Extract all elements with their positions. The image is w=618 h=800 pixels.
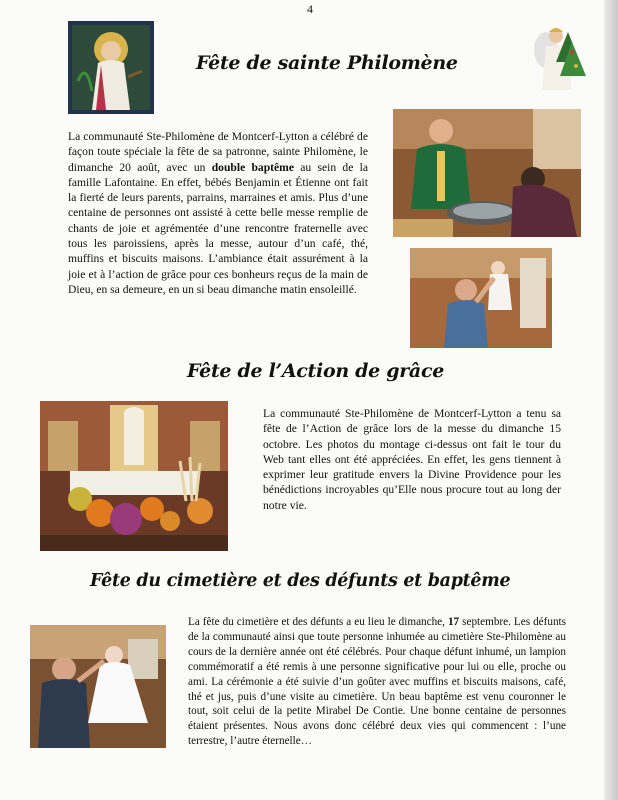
section-paragraph-action-de-grace: La communauté Ste-Philomène de Montcerf-Lytton a tenu sa fête de l’Action de grâce lors de la messe du dimanche 15 octobre. Les photos du montage ci-dessus ont fait le tour du Web tant elles ont été appréciées. En effet, les gens tiennent à exprimer leur gratitude envers la Divine Providence pour les bénédictions incroyables qu’Elle nous procure tout au long der notre vie. <box>263 407 561 512</box>
section-title-action-de-grace: Fête de l’Action de grâce <box>187 360 444 382</box>
saint-philomene-icon-image <box>68 21 154 114</box>
thanksgiving-altar-photo <box>40 401 228 551</box>
section-paragraph-cimetiere: La fête du cimetière et des défunts a eu lieu le dimanche, 17 septembre. Les défunts de la communauté ainsi que toute personne inhumée au cimetière Ste-Philomène au cours de la dernière année ont été célébrés. Pour chaque défunt inhumé, un lampion commémoratif a été remis à une personne significative pour lui ou elle, proche ou ami. La cérémonie a été suivie d’un goûter avec muffins et biscuits maisons, café, thé et jus, puis d’une visite au cimetière. Un beau baptême est venu couronner le tout, soit celui de la petite Mirabel De Contie. Une bonne centaine de personnes étaient présentes. Nous avons donc célébré deux vies qui commencent : l’une terrestre, l’autre éternelle… <box>188 616 566 748</box>
baptism-father-photo <box>410 248 552 348</box>
section-title-sainte-philomene: Fête de sainte Philomène <box>196 52 458 74</box>
baby-mirabel-photo <box>30 625 166 748</box>
angel-image <box>532 22 588 92</box>
section-paragraph-sainte-philomene: La communauté Ste-Philomène de Montcerf-Lytton a célébré de façon toute spéciale la fête de sa patronne, sainte Philomène, le dimanche 20 août, avec un double baptême au sein de la famille Lafontaine. En effet, bébés Benjamin et Étienne ont fait la fierté de leurs parents, parrains, marraines et amis. Plus d’une centaine de personnes ont assisté à cette belle messe remplie de chants de joie et agrémentée d’une rencontre fraternelle avec tous les paroissiens, après la messe, autour d’un café, thé, muffins et biscuits maisons. L’ambiance était assurément à la joie et à l’action de grâce pour ces bonheurs reçus de la main de Dieu, en sa demeure, en un si beau dimanche matin ensoleillé. <box>68 130 368 296</box>
section-title-cimetiere-defunts-bapteme: Fête du cimetière et des défunts et baptême <box>90 571 511 591</box>
baptism-priest-photo <box>393 109 581 237</box>
page-number: 4 <box>307 2 313 16</box>
page-edge <box>604 0 618 800</box>
